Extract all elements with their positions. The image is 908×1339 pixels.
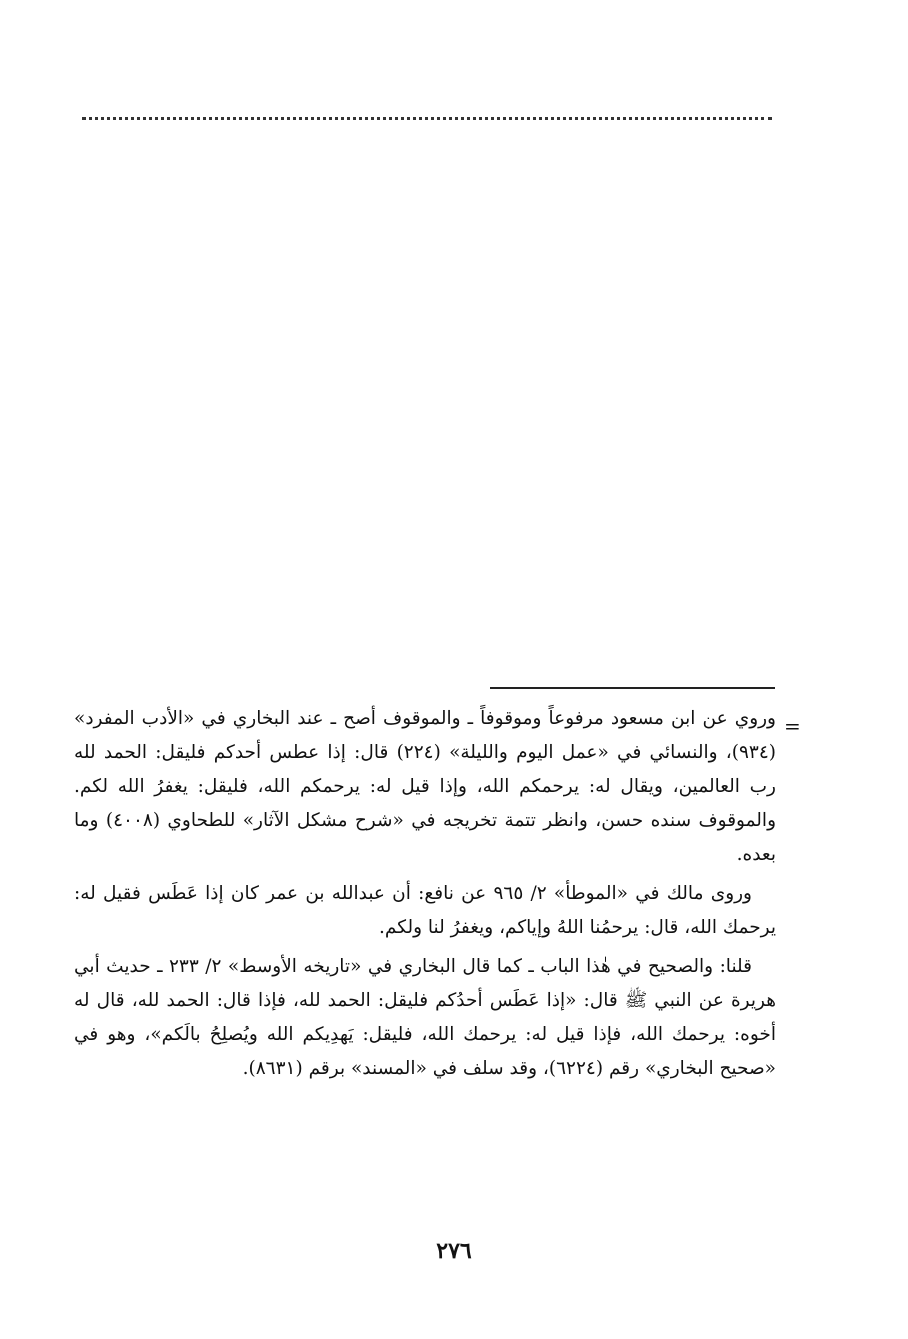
page-number: ٢٧٦: [436, 1238, 472, 1264]
dotted-separator: [82, 117, 772, 120]
footnote-paragraph: وروى مالك في «الموطأ» ٢/ ٩٦٥ عن نافع: أن عبدالله بن عمر كان إذا عَطَس فقيل له: يرحمك الله، قال: يرحمُنا اللهُ وإياكم، ويغفرُ لنا ولكم.: [74, 883, 776, 938]
footnote-paragraph: وروي عن ابن مسعود مرفوعاً وموقوفاً ـ والموقوف أصح ـ عند البخاري في «الأدب المفرد» (٩٣٤)، والنسائي في «عمل اليوم والليلة» (٢٢٤) قال: إذا عطس أحدكم فليقل: الحمد لله رب العالمين، ويقال له: يرحمكم الله، وإذا قيل له: يرحمكم الله، فليقل: يغفرُ الله لكم. والموقوف سنده حسن، وانظر تتمة تخريجه في «شرح مشكل الآثار» للطحاوي (٤٠٠٨) وما بعده.: [74, 708, 777, 865]
footnote-separator: [490, 687, 775, 689]
continuation-mark: =: [784, 714, 801, 738]
footnote-paragraph: قلنا: والصحيح في هٰذا الباب ـ كما قال البخاري في «تاريخه الأوسط» ٢/ ٢٣٣ ـ حديث أبي هريرة عن النبي ﷺ قال: «إذا عَطَس أحدُكم فليقل: الحمد لله، فإذا قال: الحمد لله، قال له أخوه: يرحمك الله، فإذا قيل له: يرحمك الله، فليقل: يَهدِيكم الله ويُصلِحُ بالَكم»، وهو في «صحيح البخاري» رقم (٦٢٢٤)، وقد سلف في «المسند» برقم (٨٦٣١).: [74, 956, 776, 1079]
footnote-section: [74, 702, 776, 1091]
